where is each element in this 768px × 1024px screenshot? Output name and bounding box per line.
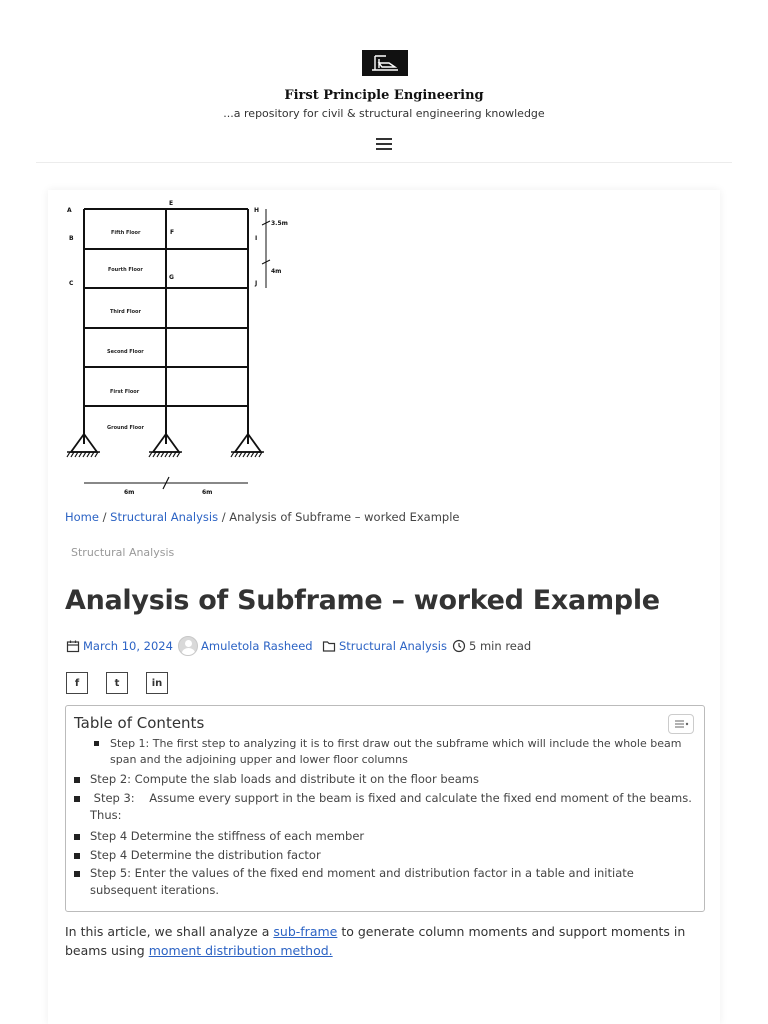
post-title: Analysis of Subframe – worked Example (65, 585, 660, 616)
linkedin-icon: in (151, 677, 163, 689)
site-logo[interactable] (362, 50, 408, 76)
toc-item[interactable]: Step 5: Enter the values of the fixed end moment and distribution factor in a table and initiate subsequent iterations. (90, 865, 690, 899)
toc-item[interactable]: Step 4 Determine the distribution factor (90, 847, 690, 864)
floor-label: Fourth Floor (108, 267, 143, 273)
post-date (66, 636, 173, 656)
intro-paragraph: In this article, we shall analyze a sub-frame to generate column moments and support moments in beams using moment distribution method. (65, 924, 686, 958)
read-time-text: 5 min read (469, 639, 532, 653)
node-label: H (254, 207, 260, 214)
toc-item[interactable]: Step 3: Assume every support in the beam is fixed and calculate the fixed end moment of the beams. Thus: (90, 790, 700, 824)
floor-label: Ground Floor (107, 425, 144, 431)
hamburger-icon (376, 138, 392, 140)
menu-toggle-button[interactable] (376, 138, 392, 152)
breadcrumb (65, 510, 459, 524)
node-label: J (255, 280, 258, 287)
toc-toggle-button[interactable] (668, 714, 694, 734)
toc-item[interactable]: Step 4 Determine the stiffness of each member (90, 828, 690, 845)
subframe-diagram (62, 198, 302, 498)
clock-icon (452, 639, 466, 653)
node-label: B (69, 235, 74, 242)
calendar-icon (66, 639, 80, 653)
post-category-link[interactable]: Structural Analysis (339, 639, 447, 653)
dimension-label: 4m (271, 268, 282, 275)
breadcrumb-separator: / (102, 510, 107, 524)
breadcrumb-separator: / (221, 510, 226, 524)
post-read-time (452, 636, 531, 656)
breadcrumb-category-link[interactable]: Structural Analysis (110, 510, 219, 524)
site-title[interactable]: First Principle Engineering (284, 88, 484, 103)
list-icon (673, 718, 689, 730)
floor-label: Second Floor (107, 349, 144, 355)
node-label: F (170, 229, 175, 236)
header-divider (36, 162, 732, 163)
moment-distribution-link[interactable]: moment distribution method. (148, 943, 333, 958)
node-label: G (169, 274, 174, 281)
breadcrumb-current: Analysis of Subframe – worked Example (229, 510, 460, 524)
twitter-icon: t (114, 677, 120, 689)
floor-label: First Floor (110, 389, 140, 395)
dimension-label: 6m (202, 489, 213, 496)
share-facebook-button[interactable] (66, 672, 88, 694)
sub-frame-link[interactable]: sub-frame (273, 924, 338, 939)
floor-label: Third Floor (110, 309, 141, 315)
author-avatar[interactable] (178, 636, 198, 656)
floor-label: Fifth Floor (111, 230, 141, 236)
breadcrumb-home-link[interactable]: Home (65, 510, 99, 524)
category-tag-link[interactable]: Structural Analysis (71, 546, 175, 559)
site-header (0, 0, 768, 162)
toc-title: Table of Contents (74, 714, 205, 732)
post-author (178, 636, 313, 656)
share-twitter-button[interactable] (106, 672, 128, 694)
site-tagline: ...a repository for civil & structural engineering knowledge (223, 107, 545, 120)
dimension-label: 6m (124, 489, 135, 496)
toc-item[interactable]: Step 1: The first step to analyzing it is to first draw out the subframe which will include the whole beam span and the adjoining upper and lower floor columns (110, 736, 700, 768)
folder-icon (322, 639, 336, 653)
table-of-contents (65, 705, 705, 912)
post-category (322, 636, 447, 656)
node-label: I (255, 235, 258, 242)
author-link[interactable]: Amuletola Rasheed (201, 639, 313, 653)
node-label: C (69, 280, 74, 287)
share-linkedin-button[interactable] (146, 672, 168, 694)
dimension-label: 3.5m (271, 220, 288, 227)
facebook-icon: f (74, 677, 80, 689)
post-date-link[interactable]: March 10, 2024 (83, 639, 173, 653)
node-label: E (169, 200, 174, 207)
node-label: A (67, 207, 72, 214)
toc-item[interactable]: Step 2: Compute the slab loads and distribute it on the floor beams (90, 771, 690, 788)
article-card (48, 190, 720, 1024)
